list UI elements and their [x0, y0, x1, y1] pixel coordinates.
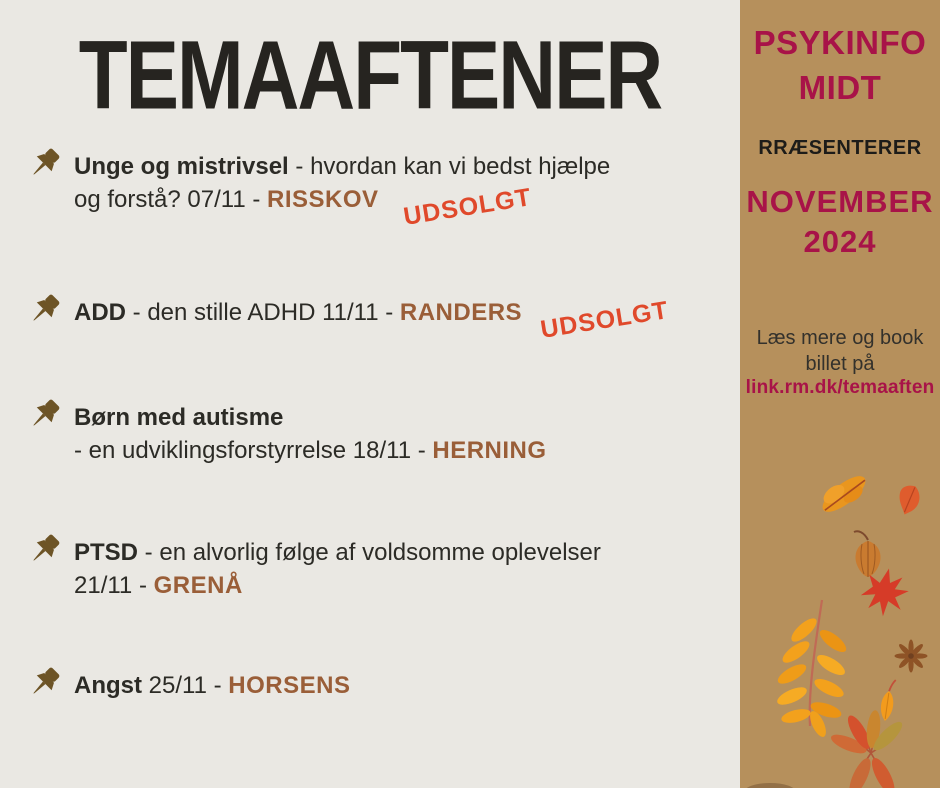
event-city: HERNING	[432, 437, 547, 464]
cta-line2: billet på	[805, 353, 875, 375]
event-item-angst	[26, 669, 716, 702]
event-item-ptsd	[26, 536, 716, 602]
pushpin-icon	[26, 397, 62, 433]
event-desc: - den stille ADHD 11/11 -	[126, 299, 400, 326]
event-date: 25/11 -	[142, 672, 229, 699]
event-city: GRENÅ	[153, 572, 243, 599]
sidebar	[740, 0, 940, 788]
month-year: 2024	[803, 224, 877, 259]
event-text	[74, 150, 611, 231]
maple-leaf-icon	[857, 564, 912, 621]
cta-line1: Læs mere og book	[756, 327, 924, 349]
brand-title	[740, 20, 940, 110]
oak-leaf-icon	[816, 468, 872, 520]
event-topic: ADD	[74, 299, 126, 326]
event-desc: - en alvorlig følge af voldsomme oplevelser	[138, 539, 601, 566]
event-topic: Angst	[74, 672, 142, 699]
presents-label: RRÆSENTERER	[758, 137, 922, 159]
month-title	[740, 182, 940, 262]
creeper-leaf-icon	[829, 710, 906, 788]
event-city: RANDERS	[399, 299, 523, 326]
pushpin-icon	[26, 532, 62, 568]
event-city: HORSENS	[228, 672, 351, 699]
event-topic: Unge og mistrivsel	[74, 153, 289, 180]
event-topic: PTSD	[74, 539, 139, 566]
event-date: 21/11 -	[74, 572, 154, 599]
event-text	[74, 296, 671, 344]
event-item-add	[26, 296, 716, 344]
event-date: og forstå? 07/11 -	[74, 186, 268, 213]
month-name: NOVEMBER	[746, 184, 934, 219]
leaf-shadow	[744, 783, 796, 788]
soldout-stamp: UDSOLGT	[538, 296, 671, 344]
event-city: RISSKOV	[267, 186, 379, 213]
event-item-unge-og-mistrivsel	[26, 150, 716, 231]
pushpin-icon	[26, 292, 62, 328]
event-desc: - hvordan kan vi bedst hjælpe	[288, 153, 611, 180]
small-orange-leaf-icon	[879, 678, 897, 721]
pushpin-icon	[26, 146, 62, 182]
event-text	[74, 536, 601, 602]
event-item-boern-med-autisme	[26, 401, 716, 467]
star-anise-icon	[895, 640, 928, 673]
event-desc: - en udviklingsforstyrrelse 18/11 -	[74, 437, 433, 464]
booking-link[interactable]: link.rm.dk/temaaften	[745, 377, 935, 398]
soldout-stamp: UDSOLGT	[401, 183, 534, 231]
cta-text	[740, 325, 940, 377]
rowan-leaf-icon	[775, 600, 850, 739]
event-topic: Børn med autisme	[74, 404, 284, 431]
poster-title: TEMAAFTENER	[78, 20, 662, 130]
brand-line1: PSYKINFO	[753, 24, 927, 61]
event-text	[74, 401, 547, 467]
event-text	[74, 669, 350, 702]
pushpin-icon	[26, 665, 62, 701]
small-red-leaf-icon	[892, 482, 924, 518]
brand-line2: MIDT	[798, 69, 882, 106]
physalis-icon	[854, 531, 881, 577]
